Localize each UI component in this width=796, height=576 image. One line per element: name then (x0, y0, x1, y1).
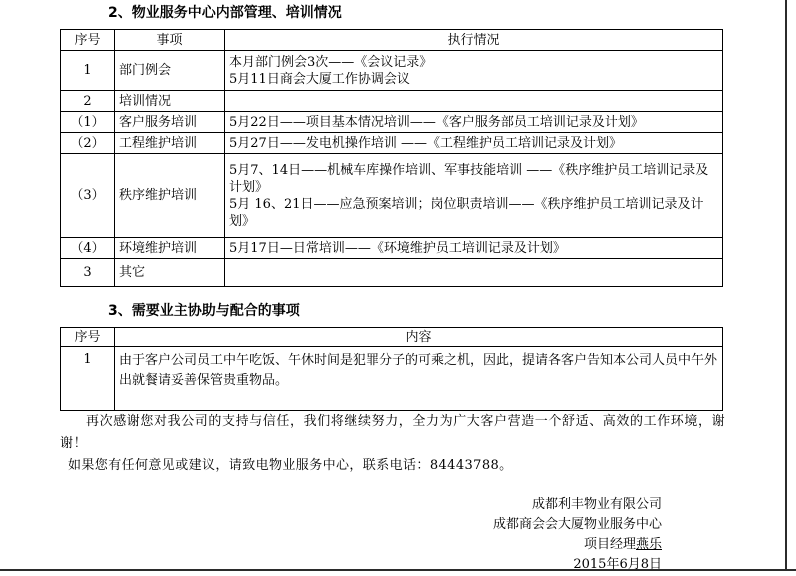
contact-phone: 84443788。 (429, 458, 513, 473)
row-item: 秩序维护培训 (115, 154, 225, 238)
header-content: 内容 (115, 328, 723, 347)
detail-line: 本月部门例会3次——《会议记录》 (229, 54, 433, 70)
row-detail (225, 259, 723, 287)
row-item: 工程维护培训 (115, 133, 225, 154)
table-header-row (61, 328, 723, 347)
table-header-row (61, 30, 723, 51)
signature-company: 成都利丰物业有限公司 (531, 497, 662, 512)
row-detail: 5月22日——项目基本情况培训——《客户服务部员工培训记录及计划》 (225, 112, 723, 133)
signature-manager (400, 534, 662, 556)
detail-line: 5月 16、21日——应急预案培训；岗位职责培训——《秩序维护员工培训记录及计划》 (229, 196, 704, 229)
row-detail (225, 154, 723, 238)
row-num: （3） (61, 154, 115, 238)
table-row (61, 133, 723, 154)
row-content: 由于客户公司员工中午吃饭、午休时间是犯罪分子的可乘之机，因此，提请各客户告知本公司人员中午外出就餐请妥善保管贵重物品。 (115, 347, 723, 411)
row-item: 培训情况 (115, 91, 225, 112)
row-num: 1 (61, 347, 115, 411)
table-row (61, 259, 723, 287)
header-index: 序号 (61, 328, 115, 347)
row-detail: 5月27日——发电机操作培训 ——《工程维护员工培训记录及计划》 (225, 133, 723, 154)
row-item: 客户服务培训 (115, 112, 225, 133)
row-item: 部门例会 (115, 51, 225, 91)
owner-assist-table (60, 327, 723, 411)
thanks-paragraph: 再次感谢您对我公司的支持与信任，我们将继续努力，全力为广大客户营造一个舒适、高效的工作环境，谢谢！ (60, 414, 726, 451)
signature-date: 2015年6月8日 (573, 557, 662, 572)
training-table (60, 29, 723, 287)
header-index: 序号 (61, 30, 115, 51)
row-item: 环境维护培训 (115, 238, 225, 259)
row-detail: 5月17日—日常培训——《环境维护员工培训记录及计划》 (225, 238, 723, 259)
row-num: （2） (61, 133, 115, 154)
row-item: 其它 (115, 259, 225, 287)
table-row (61, 91, 723, 112)
contact-paragraph (68, 455, 728, 477)
row-num: 2 (61, 91, 115, 112)
row-num: 3 (61, 259, 115, 287)
manager-title: 项目经理 (583, 537, 636, 552)
row-num: （1） (61, 112, 115, 133)
row-detail (225, 51, 723, 91)
table-row (61, 154, 723, 238)
detail-line: 5月7、14日——机械车库操作培训、军事技能培训 ——《秩序维护员工培训记录及计划》 (229, 162, 709, 195)
row-detail (225, 91, 723, 112)
table-row (61, 51, 723, 91)
section3-heading: 3、需要业主协助与配合的事项 (108, 303, 300, 319)
table-row (61, 112, 723, 133)
section2-heading: 2、物业服务中心内部管理、培训情况 (108, 5, 342, 21)
row-num: （4） (61, 238, 115, 259)
detail-line: 5月11日商会大厦工作协调会议 (229, 71, 410, 87)
contact-text: 如果您有任何意见或建议，请致电物业服务中心，联系电话： (68, 458, 430, 473)
table-row (61, 347, 723, 411)
header-item: 事项 (115, 30, 225, 51)
table-row (61, 238, 723, 259)
signature-center: 成都商会会大厦物业服务中心 (492, 517, 662, 532)
row-num: 1 (61, 51, 115, 91)
page-edge-right (785, 0, 787, 571)
header-status: 执行情况 (225, 30, 723, 51)
manager-name: 燕乐 (635, 537, 662, 552)
